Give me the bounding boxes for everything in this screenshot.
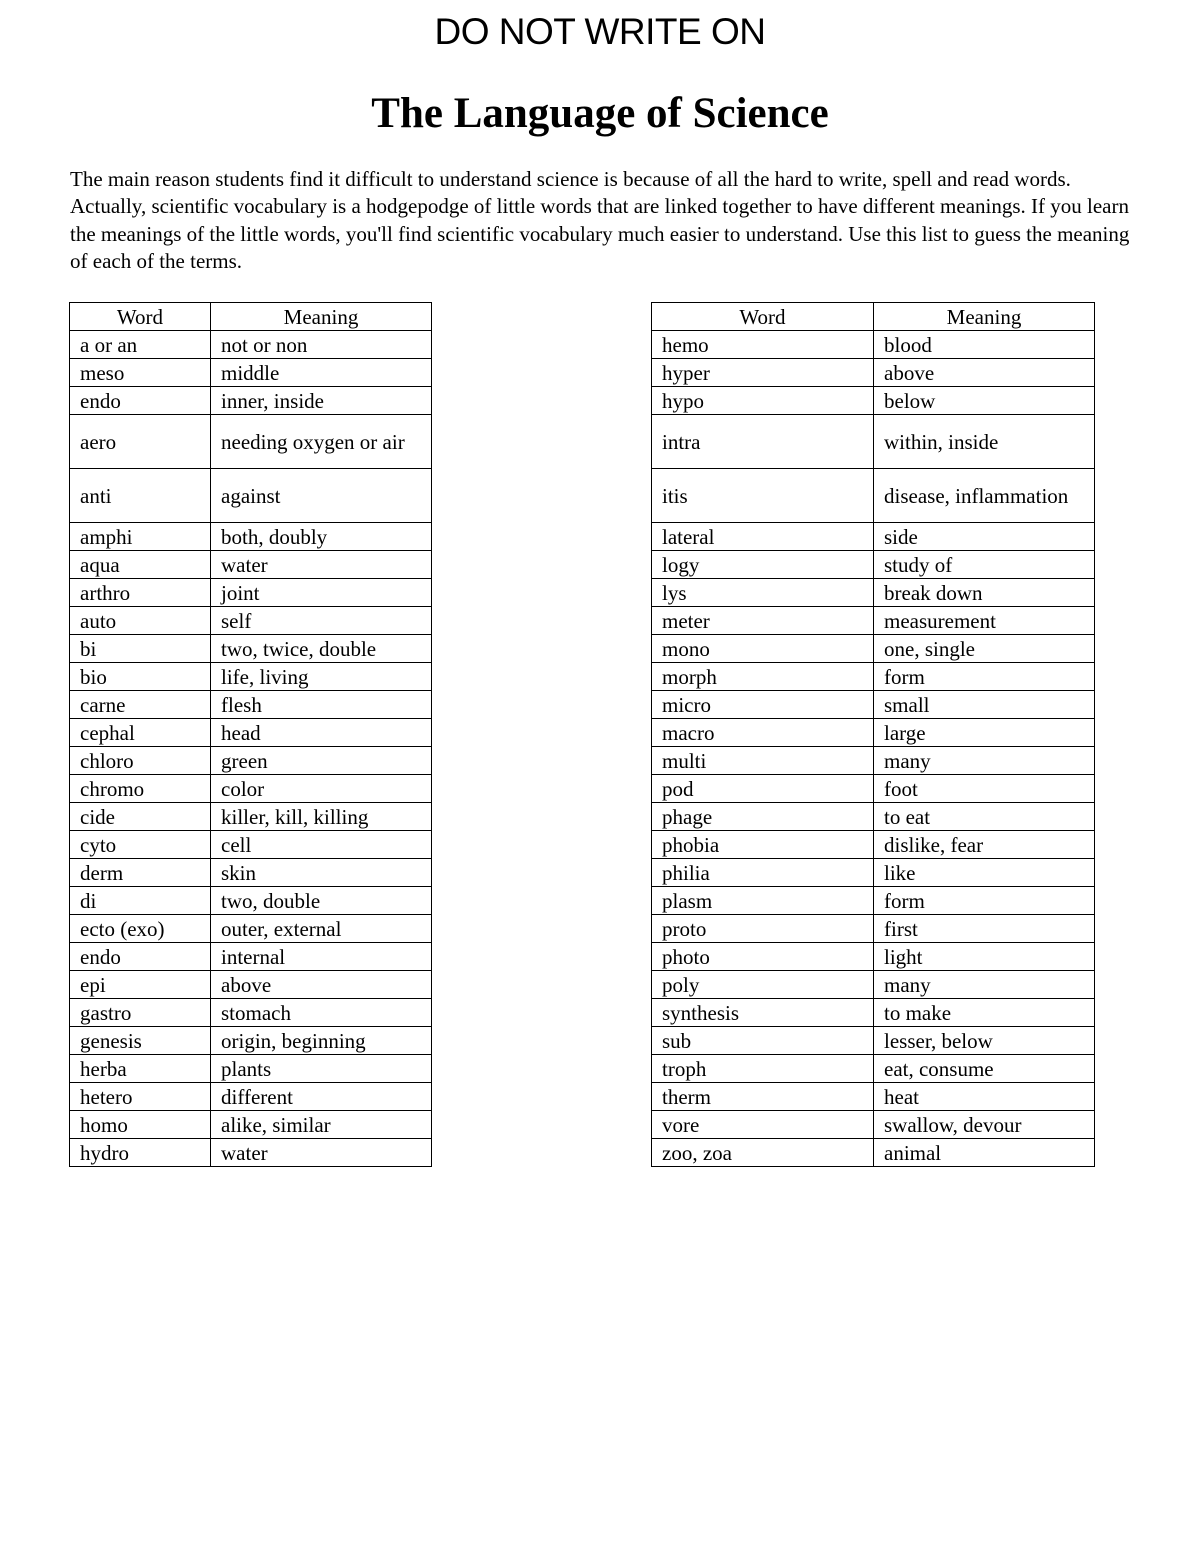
vocab-table-left [69,302,432,1167]
table-row [652,663,1095,691]
word-cell: endo [70,387,211,415]
table-row [652,551,1095,579]
meaning-cell: two, twice, double [211,635,432,663]
table-row [652,331,1095,359]
meaning-cell: flesh [211,691,432,719]
word-cell: bio [70,663,211,691]
table-row [652,831,1095,859]
meaning-cell: form [874,663,1095,691]
table-row [70,775,432,803]
word-cell: gastro [70,999,211,1027]
vocab-table-right-body [652,331,1095,1167]
table-row [652,719,1095,747]
column-header-meaning: Meaning [211,303,432,331]
meaning-cell: life, living [211,663,432,691]
word-cell: endo [70,943,211,971]
meaning-cell: middle [211,359,432,387]
word-cell: chloro [70,747,211,775]
word-cell: hyper [652,359,874,387]
meaning-cell: swallow, devour [874,1111,1095,1139]
meaning-cell: inner, inside [211,387,432,415]
word-cell: pod [652,775,874,803]
word-cell: philia [652,859,874,887]
word-cell: vore [652,1111,874,1139]
word-cell: synthesis [652,999,874,1027]
table-row [652,1111,1095,1139]
page-title: The Language of Science [371,90,829,137]
word-cell: epi [70,971,211,999]
meaning-cell: foot [874,775,1095,803]
word-cell: therm [652,1083,874,1111]
word-cell: phage [652,803,874,831]
column-header-word: Word [652,303,874,331]
word-cell: aero [70,415,211,469]
meaning-cell: eat, consume [874,1055,1095,1083]
table-row [70,887,432,915]
meaning-cell: form [874,887,1095,915]
table-row [652,971,1095,999]
meaning-cell: stomach [211,999,432,1027]
meaning-cell: to make [874,999,1095,1027]
meaning-cell: study of [874,551,1095,579]
word-cell: lateral [652,523,874,551]
word-cell: poly [652,971,874,999]
table-row [652,1055,1095,1083]
word-cell: logy [652,551,874,579]
table-header-row [70,303,432,331]
table-row [652,415,1095,469]
word-cell: mono [652,635,874,663]
meaning-cell: like [874,859,1095,887]
table-row [652,469,1095,523]
meaning-cell: disease, inflammation [874,469,1095,523]
word-cell: lys [652,579,874,607]
table-row [70,1083,432,1111]
meaning-cell: below [874,387,1095,415]
table-row [652,999,1095,1027]
meaning-cell: both, doubly [211,523,432,551]
meaning-cell: blood [874,331,1095,359]
meaning-cell: needing oxygen or air [211,415,432,469]
meaning-cell: alike, similar [211,1111,432,1139]
table-row [70,387,432,415]
table-row [70,915,432,943]
meaning-cell: two, double [211,887,432,915]
meaning-cell: outer, external [211,915,432,943]
word-cell: arthro [70,579,211,607]
table-row [70,1055,432,1083]
table-row [652,887,1095,915]
meaning-cell: above [874,359,1095,387]
word-cell: genesis [70,1027,211,1055]
word-cell: itis [652,469,874,523]
meaning-cell: side [874,523,1095,551]
word-cell: cephal [70,719,211,747]
table-row [652,1139,1095,1167]
meaning-cell: measurement [874,607,1095,635]
vocab-table-right [651,302,1095,1167]
table-row [652,803,1095,831]
word-cell: ecto (exo) [70,915,211,943]
table-row [652,943,1095,971]
word-cell: cyto [70,831,211,859]
word-cell: morph [652,663,874,691]
meaning-cell: heat [874,1083,1095,1111]
column-header-meaning: Meaning [874,303,1095,331]
table-row [652,523,1095,551]
meaning-cell: to eat [874,803,1095,831]
meaning-cell: water [211,1139,432,1167]
meaning-cell: joint [211,579,432,607]
word-cell: sub [652,1027,874,1055]
table-row [652,691,1095,719]
word-cell: amphi [70,523,211,551]
word-cell: bi [70,635,211,663]
table-row [70,469,432,523]
word-cell: multi [652,747,874,775]
meaning-cell: break down [874,579,1095,607]
meaning-cell: above [211,971,432,999]
word-cell: meter [652,607,874,635]
meaning-cell: internal [211,943,432,971]
table-row [652,915,1095,943]
meaning-cell: against [211,469,432,523]
meaning-cell: skin [211,859,432,887]
meaning-cell: cell [211,831,432,859]
meaning-cell: self [211,607,432,635]
table-row [70,747,432,775]
table-row [70,943,432,971]
word-cell: hetero [70,1083,211,1111]
table-row [70,523,432,551]
word-cell: a or an [70,331,211,359]
table-row [70,999,432,1027]
word-cell: cide [70,803,211,831]
meaning-cell: green [211,747,432,775]
meaning-cell: not or non [211,331,432,359]
table-row [652,1083,1095,1111]
word-cell: homo [70,1111,211,1139]
word-cell: hypo [652,387,874,415]
word-cell: hydro [70,1139,211,1167]
table-row [70,719,432,747]
column-header-word: Word [70,303,211,331]
meaning-cell: water [211,551,432,579]
meaning-cell: origin, beginning [211,1027,432,1055]
table-row [70,691,432,719]
meaning-cell: first [874,915,1095,943]
table-row [70,1027,432,1055]
table-row [652,747,1095,775]
word-cell: photo [652,943,874,971]
meaning-cell: plants [211,1055,432,1083]
table-row [652,1027,1095,1055]
table-row [70,859,432,887]
table-row [70,607,432,635]
table-row [652,635,1095,663]
word-cell: di [70,887,211,915]
vocab-table-left-body [70,331,432,1167]
table-row [70,635,432,663]
intro-paragraph: The main reason students find it difficult to understand science is because of all the hard to write, spell and read words. Actually, scientific vocabulary is a hodgepodge of little words that are linked together to have different meanings. If you learn the meanings of the little words, you'll find scientific vocabulary much easier to understand. Use this list to guess the meaning of each of the terms. [70,167,1130,273]
meaning-cell: small [874,691,1095,719]
word-cell: aqua [70,551,211,579]
table-row [652,607,1095,635]
table-row [70,551,432,579]
meaning-cell: light [874,943,1095,971]
word-cell: intra [652,415,874,469]
meaning-cell: many [874,971,1095,999]
table-row [652,579,1095,607]
table-row [70,971,432,999]
meaning-cell: killer, kill, killing [211,803,432,831]
word-cell: proto [652,915,874,943]
table-header-row [652,303,1095,331]
meaning-cell: lesser, below [874,1027,1095,1055]
table-row [70,359,432,387]
table-row [70,1111,432,1139]
meaning-cell: dislike, fear [874,831,1095,859]
table-row [70,579,432,607]
word-cell: phobia [652,831,874,859]
table-row [70,331,432,359]
table-row [70,415,432,469]
table-row [70,663,432,691]
word-cell: troph [652,1055,874,1083]
table-row [652,859,1095,887]
word-cell: micro [652,691,874,719]
meaning-cell: different [211,1083,432,1111]
word-cell: anti [70,469,211,523]
word-cell: derm [70,859,211,887]
word-cell: auto [70,607,211,635]
do-not-write-notice: DO NOT WRITE ON [434,11,766,52]
table-row [70,803,432,831]
word-cell: zoo, zoa [652,1139,874,1167]
meaning-cell: one, single [874,635,1095,663]
word-cell: chromo [70,775,211,803]
word-cell: herba [70,1055,211,1083]
table-row [70,831,432,859]
meaning-cell: large [874,719,1095,747]
meaning-cell: animal [874,1139,1095,1167]
word-cell: macro [652,719,874,747]
table-row [652,775,1095,803]
word-cell: hemo [652,331,874,359]
meaning-cell: head [211,719,432,747]
meaning-cell: color [211,775,432,803]
table-row [652,359,1095,387]
table-row [652,387,1095,415]
word-cell: carne [70,691,211,719]
word-cell: plasm [652,887,874,915]
meaning-cell: many [874,747,1095,775]
word-cell: meso [70,359,211,387]
table-row [70,1139,432,1167]
meaning-cell: within, inside [874,415,1095,469]
